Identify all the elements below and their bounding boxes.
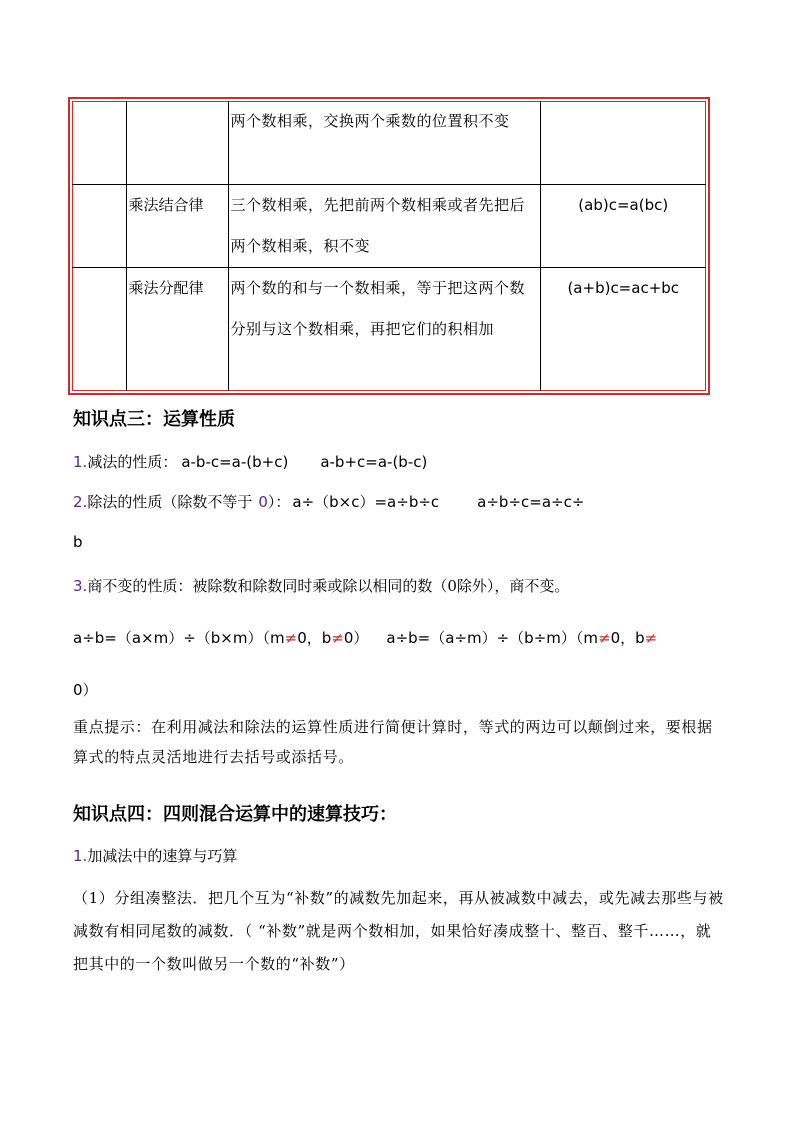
quotient-formula-a: a÷b=（a×m）÷（b×m）（m <box>73 629 285 647</box>
quotient-formula-e: 0，b <box>610 629 645 647</box>
not-equal-sign: ≠ <box>331 629 344 647</box>
grouping-method-paragraph: （1）分组凑整法．把几个互为“补数”的减数先加起来，再从被减数中减去，或先减去那些与被减数有相同尾数的减数．（ “补数”就是两个数相加，如果恰好凑成整十、整百、整千……，就把其中的一个数叫做另一个数的“补数”） <box>73 889 724 973</box>
division-formula-1: a÷（b×c）=a÷b÷c <box>292 493 440 511</box>
law-name-cell: 乘法分配律 <box>126 267 228 391</box>
category-cell <box>72 184 126 267</box>
division-property-close: ）： <box>267 493 291 511</box>
law-formula-cell: (a+b)c=ac+bc <box>540 267 706 391</box>
law-description-cell: 两个数的和与一个数相乘，等于把这两个数分别与这个数相乘，再把它们的积相加 <box>228 267 540 391</box>
add-subtract-tricks-label: 加减法中的速算与巧算 <box>87 847 238 865</box>
subtraction-property-label: 减法的性质： <box>87 453 178 471</box>
subtraction-property-line <box>73 451 427 472</box>
operation-law-table <box>72 101 706 391</box>
item-number: 1. <box>73 453 88 471</box>
category-cell <box>72 101 126 184</box>
quotient-formula-b: 0，b <box>297 629 332 647</box>
quotient-formula-line <box>73 627 657 648</box>
quotient-formula-c: 0） <box>343 629 369 647</box>
item-number: 1. <box>73 847 88 865</box>
section4-heading: 知识点四：四则混合运算中的速算技巧： <box>73 804 397 825</box>
table-row <box>72 184 706 267</box>
table-row <box>72 267 706 391</box>
quotient-property-line <box>73 575 569 596</box>
quotient-formula-continuation: 0） <box>73 681 98 699</box>
key-tip-paragraph: 重点提示：在利用减法和除法的运算性质进行简便计算时，等式的两边可以颠倒过来，要根据算式的特点灵活地进行去括号或添括号。 <box>73 718 713 766</box>
law-name-cell: 乘法结合律 <box>126 184 228 267</box>
law-name-cell <box>126 101 228 184</box>
not-equal-sign: ≠ <box>284 629 298 647</box>
quotient-property-text: 被除数和除数同时乘或除以相同的数（0除外），商不变。 <box>192 577 570 595</box>
quotient-property-label: 商不变的性质： <box>87 577 193 595</box>
subtraction-formula-1: a-b-c=a-(b+c) <box>181 453 289 471</box>
law-formula-cell: (ab)c=a(bc) <box>540 184 706 267</box>
not-equal-sign: ≠ <box>644 629 658 647</box>
item-number: 3. <box>73 577 88 595</box>
division-property-label: 除法的性质（除数不等于 <box>87 493 253 511</box>
subtraction-formula-2: a-b+c=a-(b-c) <box>320 453 428 471</box>
division-property-line <box>73 491 584 512</box>
add-subtract-tricks-line <box>73 845 237 866</box>
section3-heading: 知识点三：运算性质 <box>73 409 235 430</box>
law-description-cell: 三个数相乘，先把前两个数相乘或者先把后两个数相乘，积不变 <box>228 184 540 267</box>
category-cell <box>72 267 126 391</box>
division-formula-2: a÷b÷c=a÷c÷ <box>477 493 585 511</box>
law-description-cell: 两个数相乘，交换两个乘数的位置积不变 <box>228 101 540 184</box>
quotient-formula-d: a÷b=（a÷m）÷（b÷m）（m <box>386 629 598 647</box>
item-number: 2. <box>73 493 88 511</box>
division-formula-continuation: b <box>73 533 83 551</box>
not-equal-sign: ≠ <box>598 629 611 647</box>
law-formula-cell <box>540 101 706 184</box>
divisor-zero: 0 <box>258 493 268 511</box>
table-row <box>72 101 706 184</box>
